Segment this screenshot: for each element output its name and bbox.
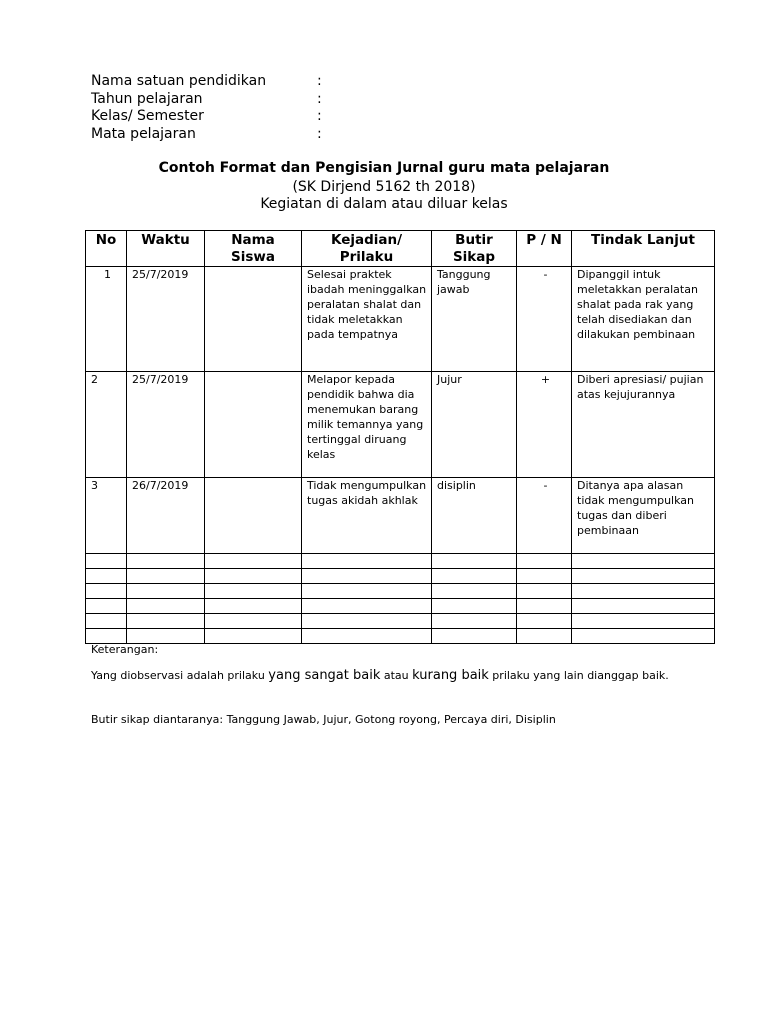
- meta-label: Mata pelajaran: [91, 125, 196, 142]
- notes-emphasis-good: yang sangat baik: [268, 668, 381, 683]
- header-butir-sikap: [432, 231, 517, 267]
- notes-emphasis-bad: kurang baik: [412, 668, 489, 683]
- cell-waktu-text: 25/7/2019: [132, 268, 189, 281]
- cell-kejadian: Melapor kepada pendidik bahwa dia menemukan barang milik temannya yang tertinggal diruang kelas: [302, 372, 432, 478]
- header-tindak-lanjut: Tindak Lanjut: [572, 231, 715, 267]
- identity-block: [91, 73, 327, 143]
- cell-no: 2: [86, 372, 127, 478]
- empty-cell: [572, 554, 715, 569]
- table-row: [86, 267, 715, 372]
- header-butir-line2: Sikap: [452, 249, 496, 265]
- notes-attitudes: Butir sikap diantaranya: Tanggung Jawab, Jujur, Gotong royong, Percaya diri, Disiplin: [91, 713, 556, 726]
- empty-cell: [127, 599, 205, 614]
- meta-row-year: [91, 91, 327, 109]
- empty-cell: [302, 599, 432, 614]
- meta-colon: :: [317, 108, 322, 124]
- header-nama-line1: Nama: [231, 232, 275, 248]
- empty-cell: [86, 584, 127, 599]
- journal-table: [85, 230, 715, 644]
- empty-cell: [432, 614, 517, 629]
- cell-tindak: Dipanggil intuk meletakkan peralatan shalat pada rak yang telah disediakan dan dilakukan pembinaan: [572, 267, 715, 372]
- empty-cell: [302, 569, 432, 584]
- meta-row-class: [91, 108, 327, 126]
- cell-tindak: Ditanya apa alasan tidak mengumpulkan tugas dan diberi pembinaan: [572, 478, 715, 554]
- empty-cell: [432, 584, 517, 599]
- document-title: Contoh Format dan Pengisian Jurnal guru mata pelajaran: [158, 160, 610, 176]
- empty-cell: [517, 614, 572, 629]
- notes-text: prilaku yang lain dianggap baik.: [488, 669, 669, 682]
- empty-cell: [302, 614, 432, 629]
- table-row: [86, 478, 715, 554]
- cell-waktu: [127, 372, 205, 478]
- header-nama-line2: Siswa: [231, 249, 275, 265]
- cell-pn: +: [517, 372, 572, 478]
- empty-cell: [517, 584, 572, 599]
- notes-observation: [91, 667, 691, 684]
- empty-cell: [86, 554, 127, 569]
- meta-row-school: [91, 73, 327, 91]
- empty-cell: [205, 569, 302, 584]
- notes-text: Yang diobservasi adalah prilaku: [91, 669, 269, 682]
- header-waktu: Waktu: [127, 231, 205, 267]
- cell-kejadian: Tidak mengumpulkan tugas akidah akhlak: [302, 478, 432, 554]
- cell-nama: [205, 267, 302, 372]
- header-kejadian-line2: Prilaku: [339, 249, 394, 265]
- empty-cell: [572, 584, 715, 599]
- cell-waktu-text: 26/7/2019: [132, 479, 189, 492]
- empty-row: [86, 584, 715, 599]
- cell-waktu: [127, 478, 205, 554]
- empty-cell: [205, 599, 302, 614]
- empty-cell: [127, 614, 205, 629]
- meta-row-subject: [91, 126, 327, 144]
- table-row: [86, 372, 715, 478]
- empty-cell: [432, 599, 517, 614]
- meta-colon: :: [317, 125, 322, 142]
- cell-no: 1: [86, 267, 127, 372]
- empty-row: [86, 554, 715, 569]
- empty-cell: [86, 599, 127, 614]
- empty-row: [86, 599, 715, 614]
- empty-cell: [517, 569, 572, 584]
- cell-no: 3: [86, 478, 127, 554]
- empty-cell: [205, 614, 302, 629]
- empty-cell: [127, 584, 205, 599]
- cell-waktu-text: 25/7/2019: [132, 373, 189, 386]
- cell-butir: Tanggung jawab: [432, 267, 517, 372]
- meta-colon: :: [317, 73, 322, 89]
- empty-cell: [205, 584, 302, 599]
- document-subtitle-2: Kegiatan di dalam atau diluar kelas: [260, 196, 508, 212]
- notes-heading: Keterangan:: [91, 643, 159, 656]
- header-pn: P / N: [517, 231, 572, 267]
- cell-pn: -: [517, 478, 572, 554]
- cell-waktu: [127, 267, 205, 372]
- cell-pn: -: [517, 267, 572, 372]
- meta-label: Tahun pelajaran: [91, 90, 203, 107]
- empty-cell: [86, 614, 127, 629]
- empty-cell: [517, 554, 572, 569]
- header-kejadian: [302, 231, 432, 267]
- empty-row: [86, 614, 715, 629]
- meta-colon: :: [317, 90, 322, 107]
- empty-cell: [86, 569, 127, 584]
- table-header-row: [86, 231, 715, 267]
- cell-nama: [205, 478, 302, 554]
- empty-cell: [432, 569, 517, 584]
- cell-butir: disiplin: [432, 478, 517, 554]
- meta-label: Nama satuan pendidikan: [91, 73, 267, 89]
- cell-tindak: Diberi apresiasi/ pujian atas kejujurannya: [572, 372, 715, 478]
- notes-text: atau: [380, 669, 413, 682]
- empty-cell: [302, 554, 432, 569]
- cell-kejadian: Selesai praktek ibadah meninggalkan peralatan shalat dan tidak meletakkan pada tempatnya: [302, 267, 432, 372]
- header-nama-siswa: [205, 231, 302, 267]
- empty-cell: [572, 599, 715, 614]
- empty-cell: [127, 569, 205, 584]
- empty-row: [86, 569, 715, 584]
- empty-cell: [572, 614, 715, 629]
- empty-cell: [302, 584, 432, 599]
- cell-nama: [205, 372, 302, 478]
- cell-butir: Jujur: [432, 372, 517, 478]
- header-butir-line1: Butir: [455, 232, 493, 248]
- empty-cell: [517, 599, 572, 614]
- header-no: No: [86, 231, 127, 267]
- document-subtitle: (SK Dirjend 5162 th 2018): [292, 179, 476, 195]
- empty-cell: [127, 554, 205, 569]
- empty-cell: [205, 554, 302, 569]
- meta-label: Kelas/ Semester: [91, 108, 204, 124]
- empty-cell: [432, 554, 517, 569]
- empty-cell: [572, 569, 715, 584]
- header-kejadian-line1: Kejadian/: [330, 232, 403, 248]
